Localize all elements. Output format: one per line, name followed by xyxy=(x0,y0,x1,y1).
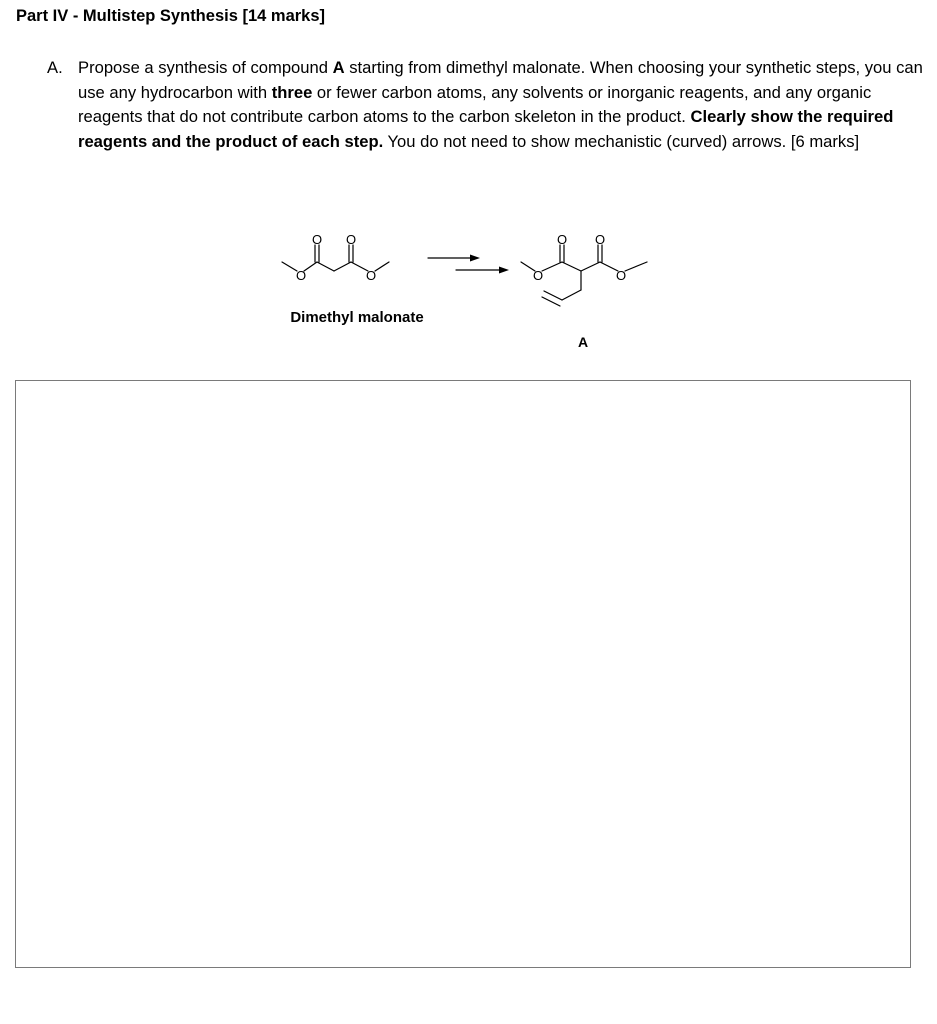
question-text-part: Propose a synthesis of compound xyxy=(78,58,333,77)
arrow-head-lower xyxy=(499,267,509,274)
answer-box[interactable] xyxy=(15,380,911,968)
atom-o: O xyxy=(594,232,606,247)
question-text-part-bold: Clearly show the required reagents and the product of each step. xyxy=(78,107,894,151)
compound-a-structure xyxy=(521,245,647,306)
starting-material-label: Dimethyl malonate xyxy=(290,309,424,326)
atom-o: O xyxy=(295,268,307,283)
atom-o: O xyxy=(365,268,377,283)
atom-o: O xyxy=(311,232,323,247)
question-text-part-bold: three xyxy=(271,82,313,102)
atom-o: O xyxy=(556,232,568,247)
dimethyl-malonate-structure xyxy=(282,245,389,271)
atom-o: O xyxy=(615,268,627,283)
section-heading: Part IV - Multistep Synthesis [14 marks] xyxy=(16,7,326,25)
product-label: A xyxy=(577,334,589,350)
question-text-part: You do not need to show mechanistic (curved) arrows. [6 marks] xyxy=(383,131,860,151)
atom-o: O xyxy=(345,232,357,247)
question-text-part-bold: A xyxy=(332,58,345,77)
reaction-arrows xyxy=(428,258,503,270)
question-text-part: or fewer carbon atoms, any solvents or inorganic reagents, and any organic reagents that do not contribute carbon atoms to the carbon skeleton in the product. xyxy=(78,82,872,127)
question-letter: A. xyxy=(47,58,63,77)
arrow-head-upper xyxy=(470,255,480,262)
atom-o: O xyxy=(532,268,544,283)
question-a xyxy=(47,56,927,154)
question-text-part: starting from dimethyl malonate. When choosing your synthetic steps, you can use any hydrocarbon with xyxy=(78,58,923,102)
question-text xyxy=(78,56,927,154)
